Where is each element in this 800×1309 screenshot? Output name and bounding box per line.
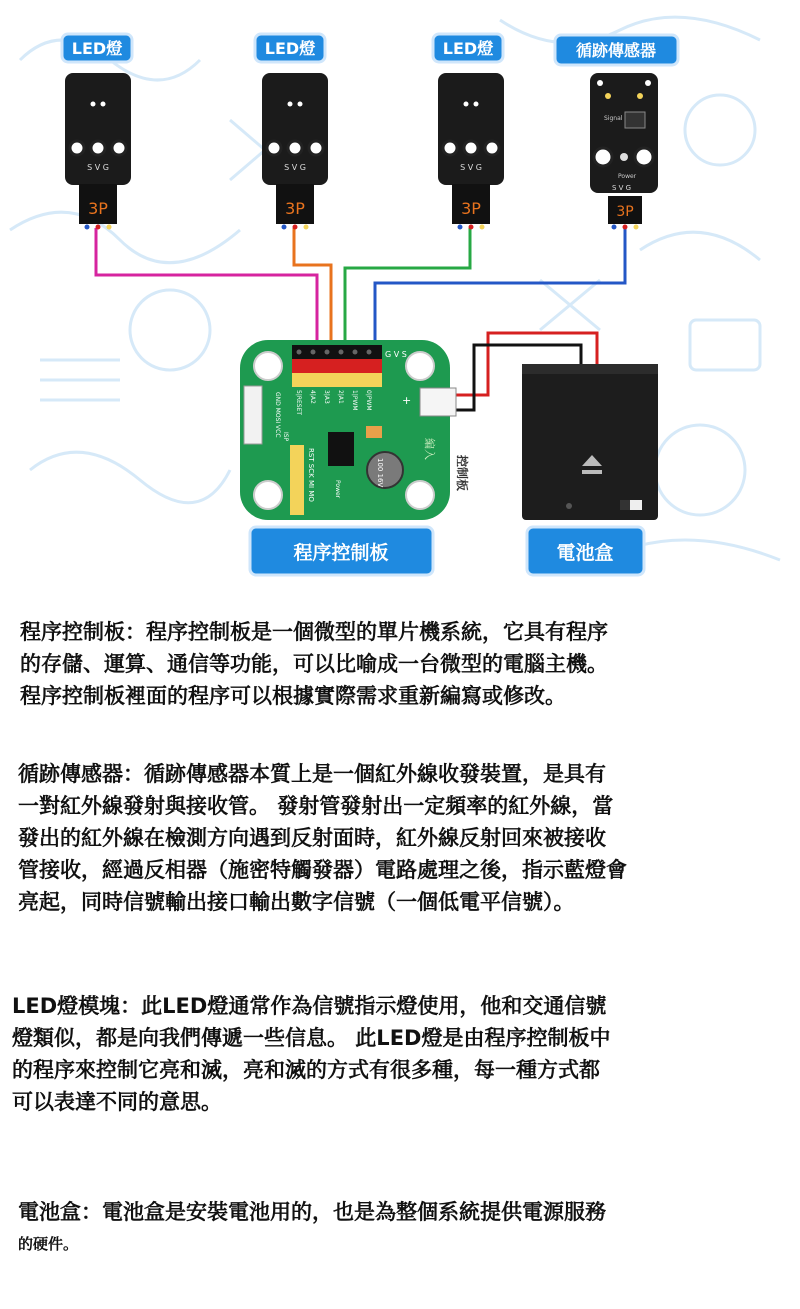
svg-text:LED燈: LED燈 (264, 39, 316, 58)
label-battery (527, 527, 644, 575)
paragraph-battery (18, 1196, 606, 1260)
mount-hole-icon (464, 141, 478, 155)
mount-hole-icon (70, 141, 84, 155)
board-pin-label: 4|A2 (309, 390, 316, 404)
wiring-diagram (0, 0, 800, 600)
para-line: 一對紅外線發射與接收管。 發射管發射出一定頻率的紅外線，當 (18, 794, 614, 818)
para-line: 的程序來控制它亮和滅，亮和滅的方式有很多種，每一種方式都 (12, 1058, 600, 1082)
para-line: 發出的紅外線在檢測方向遇到反射面時，紅外線反射回來被接收 (18, 826, 606, 850)
para-line: 管接收，經過反相器（施密特觸發器）電路處理之後，指示藍燈會 (18, 858, 627, 882)
connector-label: 3P (461, 199, 481, 218)
led-dot-icon (91, 102, 96, 107)
led-dot-icon (474, 102, 479, 107)
led-dot-icon (288, 102, 293, 107)
svg-text:LED燈: LED燈 (71, 39, 123, 58)
board-pin-label: 1|PWM (351, 390, 358, 411)
board-pin-label: 0|PWM (365, 390, 372, 411)
sensor-module (590, 73, 658, 230)
led-module-2 (262, 73, 328, 230)
label-led1 (62, 34, 132, 62)
program-board (240, 340, 456, 520)
pin-label: S V G (87, 163, 109, 172)
para-line: 的存儲、運算、通信等功能，可以比喻成一台微型的電腦主機。 (20, 652, 608, 676)
svg-text:Signal: Signal (604, 115, 623, 122)
pin-label: S V G (460, 163, 482, 172)
ir-receiver-icon (635, 148, 653, 166)
ir-emitter-icon (594, 148, 612, 166)
svg-text:G V S: G V S (385, 350, 407, 359)
paragraph-sensor (18, 758, 627, 918)
capacitor-icon (367, 452, 403, 488)
para-line: 循跡傳感器：循跡傳感器本質上是一個紅外線收發裝置，是具有 (18, 762, 606, 786)
svg-text:100 16V: 100 16V (376, 458, 384, 488)
para-line: 電池盒：電池盒是安裝電池用的，也是為整個系統提供電源服務 (18, 1200, 606, 1224)
para-line: 可以表達不同的意思。 (12, 1090, 222, 1114)
mount-hole-icon (443, 141, 457, 155)
svg-text:3P: 3P (616, 204, 634, 220)
board-pin-label: 3|A3 (323, 390, 330, 404)
svg-text:Power: Power (618, 173, 637, 180)
led-dot-icon (298, 102, 303, 107)
para-line: 燈類似，都是向我們傳遞一些信息。 此LED燈是由程序控制板中 (12, 1026, 611, 1050)
svg-text:+: + (402, 394, 412, 407)
svg-text:RST SCK MI MO: RST SCK MI MO (307, 448, 315, 502)
mount-hole-icon (309, 141, 323, 155)
board-pin-label: 2|A1 (337, 390, 344, 404)
svg-text:ISP: ISP (282, 432, 289, 442)
mount-hole-icon (91, 141, 105, 155)
paragraph-led (12, 990, 610, 1118)
svg-text:S V G: S V G (612, 184, 632, 192)
label-led2 (255, 34, 325, 62)
battery-box (522, 364, 658, 520)
led-module-3 (438, 73, 504, 230)
mcu-chip-icon (328, 432, 354, 466)
para-line: LED燈模塊：此LED燈通常作為信號指示燈使用，他和交通信號 (12, 994, 607, 1018)
led-dot-icon (101, 102, 106, 107)
svg-text:循跡傳感器: 循跡傳感器 (575, 41, 657, 60)
mount-hole-icon (485, 141, 499, 155)
mount-hole-icon (288, 141, 302, 155)
para-line: 程序控制板：程序控制板是一個微型的單片機系統，它具有程序 (20, 620, 608, 644)
para-line-small: 的硬件。 (18, 1235, 79, 1253)
board-side-label: 控制板 (455, 455, 469, 492)
svg-text:電池盒: 電池盒 (556, 542, 614, 564)
board-pin-label: 5|RESET (295, 390, 302, 416)
connector-label: 3P (88, 199, 108, 218)
mount-hole-icon (112, 141, 126, 155)
led-dot-icon (464, 102, 469, 107)
svg-text:編入: 編入 (423, 438, 436, 460)
svg-text:LED燈: LED燈 (442, 39, 494, 58)
led-module-1 (65, 73, 131, 230)
label-board (250, 527, 433, 575)
label-led3 (433, 34, 503, 62)
para-line: 亮起，同時信號輸出接口輸出數字信號（一個低電平信號）。 (18, 890, 575, 914)
svg-text:GND MOSI VCC: GND MOSI VCC (274, 392, 281, 438)
svg-text:程序控制板: 程序控制板 (293, 542, 389, 564)
paragraph-board (20, 616, 608, 712)
label-sensor (555, 35, 678, 65)
connector-label: 3P (285, 199, 305, 218)
para-line: 程序控制板裡面的程序可以根據實際需求重新編寫或修改。 (20, 684, 566, 708)
sensor-indicator-led-icon (605, 93, 611, 99)
mount-hole-icon (267, 141, 281, 155)
pin-label: S V G (284, 163, 306, 172)
svg-text:Power: Power (334, 480, 341, 499)
